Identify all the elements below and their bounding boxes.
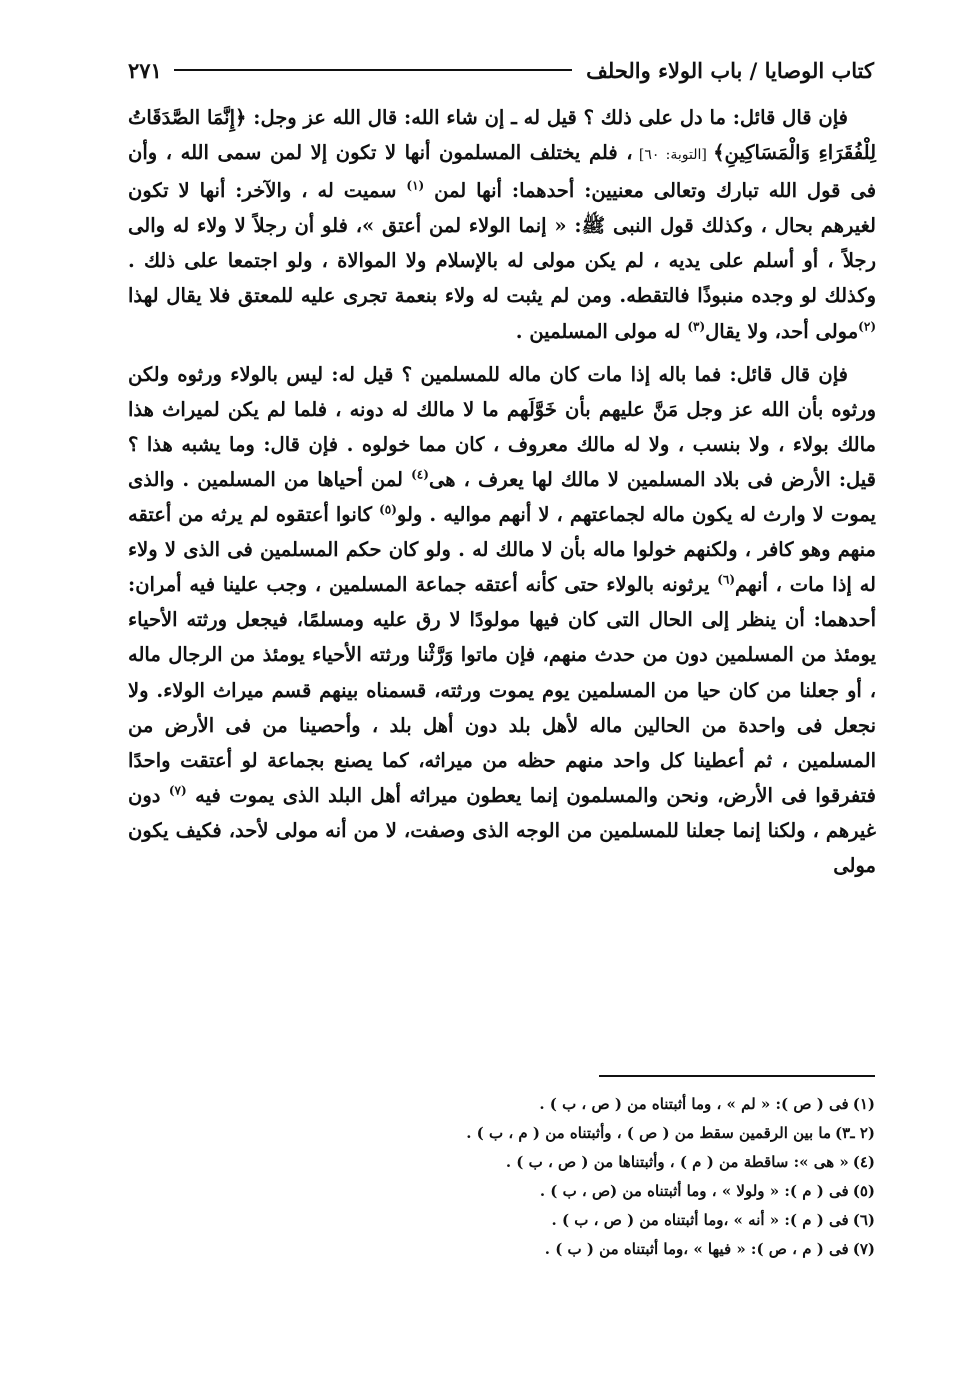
verse-reference: [التوبة: ٦٠] (632, 147, 714, 164)
footnote-marker: (٥) (379, 502, 397, 517)
paragraph (128, 357, 876, 883)
text-segment: سميت له ، والآخر: أنها لا تكون لغيرهم بحال ، وكذلك قول النبى ﷺ: « إنما الولاء لمن أعتق »، فلو أن رجلاً لا ولاء له والى رجلاً ، أو أسلم على يديه ، لم يكن مولى له بالإسلام ولا الموالاة ، ولو اجتمعا على ذلك . وكذلك لو وجده منبوذًا فالتقطه. ومن لم يثبت له ولاء بنعمة تجرى عليه للمعتق فلا يقال لهذا (128, 179, 876, 308)
text-segment: له مولى المسلمين . (515, 319, 688, 343)
text-segment: يرثونه بالولاء حتى كأنه أعتقه جماعة المسلمين ، وجب علينا فيه أمران: أحدهما: أن ينظر إلى الحال التى كان فيها مولودًا لا رق عليه ومسلمًا، فيجعل ورثته الأحياء يومئذ من المسلمين دون من حدث منهم، فإن ماتوا وَرَّثْنا ورثته الأحياء يومئذ من الرجال ماله ، أو جعلنا من كان حيا من المسلمين يوم يموت ورثته، قسمناه بينهم قسم ميراث الولاء. ولا نجعل فى واحدة من الحالين ماله لأهل بلد دون أهل بلد ، وأحصينا من فى الأرض من المسلمين ، ثم أعطينا كل واحد منهم حظه من ميراثه، كما يصنع بجماعة لو أعتقت واحدًا فتفرقوا فى الأرض، ونحن والمسلمون إنما يعطون ميراثه أهل البلد الذى يموت فيه (128, 573, 876, 807)
footnotes (315, 1090, 875, 1264)
footnote-4: (٤)« هى »: ساقطة من ( م ) ، وأثبتناها من ( ص ، ب ) . (505, 1153, 875, 1171)
chapter-title: كتاب الوصايا / باب الولاء والحلف (586, 57, 874, 83)
footnote-marker: (٦) (717, 572, 736, 587)
footnote-separator (599, 1075, 875, 1077)
quran-quote: ﴿إِنَّمَا الصَّدَقَاتُ لِلْفُقَرَاءِ وَالْمَسَاكِينِ﴾ (128, 106, 877, 165)
footnote-marker: (١) (406, 178, 425, 193)
header-rule (174, 69, 572, 71)
footnote-5: (٥)فى ( م ): « ولولا » ، وما أثبتناه من (ص ، ب ) . (539, 1182, 875, 1200)
text-segment: مولى أحد، ولا يقال (705, 319, 859, 343)
footnote-6: (٦)فى ( م ): « أنه » ،وما أثبتناه من ( ص ، ب ) . (551, 1211, 875, 1229)
text-segment: لمن أحياها من المسلمين . والذى يموت لا وارث له يكون ماله لجماعتهم ، لا أنهم مواليه . ولو (128, 467, 876, 527)
text-segment: فإن قال قائل: ما دل على ذلك ؟ قيل له ـ إن شاء الله: قال الله عز وجل: (246, 106, 848, 129)
text-segment: كانوا أعتقوه لم يرثه من أعتقه منهم وهو كافر ، ولكنهم خولوا ماله بأن لا مالك له . ولو كان حكم المسلمين فى الذى لا ولاء له إذا مات ، أنهم (128, 503, 877, 597)
running-header (128, 50, 874, 90)
footnote-marker: (٧) (168, 783, 187, 798)
paragraph (128, 100, 876, 349)
page-number: ٢٧١ (128, 57, 162, 83)
text-segment: ، فلم يختلف المسلمون أنها لا تكون إلا لمن سمى الله ، وأن فى قول الله تبارك وتعالى معنيين: أحدهما: أنها لمن (128, 141, 877, 203)
footnote-7: (٧)فى ( م ، ص ): « فيها » ،وما أثبتناه من ( ب ) . (544, 1240, 875, 1258)
footnote-marker: (٤) (411, 467, 429, 482)
text-segment: دون غيرهم ، ولكنا إنما جعلنا للمسلمين من الوجه الذى وصفت، لا من أنه مولى لأحد، فكيف يكون مولى (128, 783, 876, 877)
main-text (128, 100, 876, 883)
footnote-1: (١)فى ( ص ): « لم » ، وما أثبتناه من ( ص ، ب ) . (539, 1095, 875, 1113)
text-segment: فإن قال قائل: فما باله إذا مات كان ماله للمسلمين ؟ قيل له: ليس بالولاء ورثوه ولكن ورثوه بأن الله عز وجل مَنَّ عليهم بأن خَوَّلَهم ما لا مالك له دونه ، فلما لم يكن لميراث هذا مالك بولاء ، ولا بنسب ، ولا له مالك معروف ، كان مما خولوه . فإن قال: وما يشبه هذا ؟ قيل: الأرض فى بلاد المسلمين لا مالك لها يعرف ، هى (128, 362, 876, 491)
footnote-2-3: (٢ ـ٣)ما بين الرقمين سقط من ( ص ) ، وأثبتناه من ( م ، ب ) . (466, 1124, 875, 1142)
footnote-marker: (٢) (858, 319, 876, 334)
footnote-marker: (٣) (687, 319, 706, 334)
